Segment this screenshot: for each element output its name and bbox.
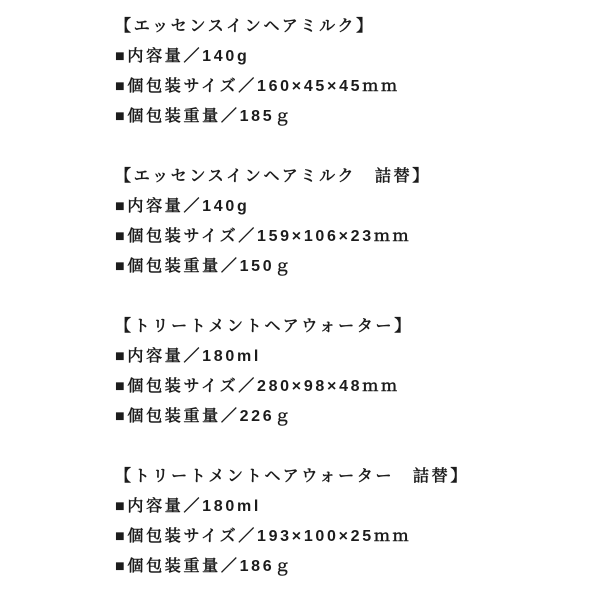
product-title: 【エッセンスインヘアミルク】	[115, 18, 375, 35]
spec-line-volume: ■内容量／140g	[115, 198, 250, 215]
spec-line-package-weight: ■個包装重量／186ｇ	[115, 558, 294, 575]
product-title: 【トリートメントヘアウォーター】	[115, 318, 413, 335]
spec-line-volume: ■内容量／180ml	[115, 348, 262, 365]
product-section-hair-milk-refill	[115, 162, 580, 282]
spec-line-package-size: ■個包装サイズ／159×106×23ｍｍ	[115, 228, 412, 245]
product-section-hair-milk	[115, 12, 580, 132]
spec-line-package-weight: ■個包装重量／150ｇ	[115, 258, 294, 275]
spec-line-package-size: ■個包装サイズ／280×98×48ｍｍ	[115, 378, 400, 395]
product-title: 【エッセンスインヘアミルク 詰替】	[115, 168, 431, 185]
spec-line-package-size: ■個包装サイズ／193×100×25ｍｍ	[115, 528, 412, 545]
spec-line-volume: ■内容量／140g	[115, 48, 250, 65]
product-section-hair-water	[115, 312, 580, 432]
product-title: 【トリートメントヘアウォーター 詰替】	[115, 468, 470, 485]
spec-line-package-size: ■個包装サイズ／160×45×45ｍｍ	[115, 78, 400, 95]
spec-line-volume: ■内容量／180ml	[115, 498, 262, 515]
spec-line-package-weight: ■個包装重量／226ｇ	[115, 408, 294, 425]
spec-line-package-weight: ■個包装重量／185ｇ	[115, 108, 294, 125]
product-section-hair-water-refill	[115, 462, 580, 582]
